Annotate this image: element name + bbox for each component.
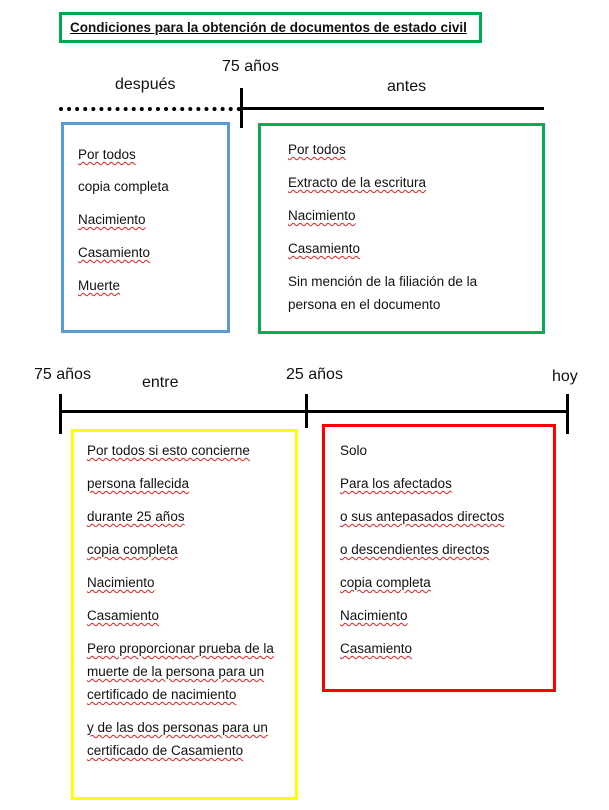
list-item: persona en el documento bbox=[288, 297, 441, 312]
list-item: muerte de la persona para un bbox=[87, 664, 265, 679]
list-item: Extracto de la escritura bbox=[288, 175, 427, 190]
bottom-mid-marker: 25 años bbox=[286, 366, 343, 383]
list-item: Nacimiento bbox=[78, 212, 146, 227]
list-item: durante 25 años bbox=[87, 509, 185, 524]
top-tick-75 bbox=[240, 88, 243, 128]
bottom-tick-25 bbox=[305, 394, 308, 428]
antes-list bbox=[261, 126, 542, 315]
top-right-label: antes bbox=[387, 78, 427, 95]
list-item: Muerte bbox=[78, 278, 121, 293]
list-item: Nacimiento bbox=[87, 575, 155, 590]
top-solid-line bbox=[242, 107, 544, 110]
box-despues bbox=[61, 122, 230, 333]
bottom-tick-75 bbox=[59, 394, 62, 434]
list-item: persona fallecida bbox=[87, 476, 190, 491]
list-item: certificado de nacimiento bbox=[87, 687, 237, 702]
list-item: Nacimiento bbox=[340, 608, 408, 623]
list-item: copia completa bbox=[87, 542, 178, 557]
despues-list bbox=[64, 125, 227, 296]
top-marker-label: 75 años bbox=[222, 58, 279, 75]
list-item: Nacimiento bbox=[288, 208, 356, 223]
page-title: Condiciones para la obtención de documentos de estado civil bbox=[70, 20, 467, 35]
list-item: Solo bbox=[340, 443, 368, 458]
top-left-label: después bbox=[115, 76, 176, 93]
box-hoy bbox=[322, 424, 556, 692]
list-item: Casamiento bbox=[340, 641, 413, 656]
box-entre bbox=[71, 429, 298, 800]
list-item: Para los afectados bbox=[340, 476, 452, 491]
bottom-solid-line bbox=[60, 410, 569, 413]
list-item: Pero proporcionar prueba de la bbox=[87, 641, 274, 656]
list-item: copia completa bbox=[78, 179, 169, 194]
list-item: Por todos bbox=[288, 142, 346, 157]
list-item: Casamiento bbox=[288, 241, 361, 256]
hoy-list bbox=[325, 427, 553, 659]
list-item: o sus antepasados directos bbox=[340, 509, 505, 524]
bottom-left-marker: 75 años bbox=[34, 366, 91, 383]
list-item: Casamiento bbox=[78, 245, 151, 260]
list-item: o descendientes directos bbox=[340, 542, 490, 557]
bottom-tick-hoy bbox=[566, 394, 569, 434]
list-item: y de las dos personas para un bbox=[87, 720, 268, 735]
list-item: copia completa bbox=[340, 575, 431, 590]
entre-list bbox=[74, 432, 295, 761]
list-item: Por todos si esto concierne bbox=[87, 443, 250, 458]
top-dotted-line bbox=[59, 107, 241, 111]
list-item: Sin mención de la filiación de la bbox=[288, 274, 478, 289]
title-box bbox=[59, 12, 482, 43]
list-item: Casamiento bbox=[87, 608, 160, 623]
list-item: Por todos bbox=[78, 147, 136, 162]
bottom-right-marker: hoy bbox=[552, 368, 578, 385]
bottom-left-label: entre bbox=[142, 374, 179, 391]
list-item: certificado de Casamiento bbox=[87, 743, 244, 758]
box-antes bbox=[258, 123, 545, 334]
